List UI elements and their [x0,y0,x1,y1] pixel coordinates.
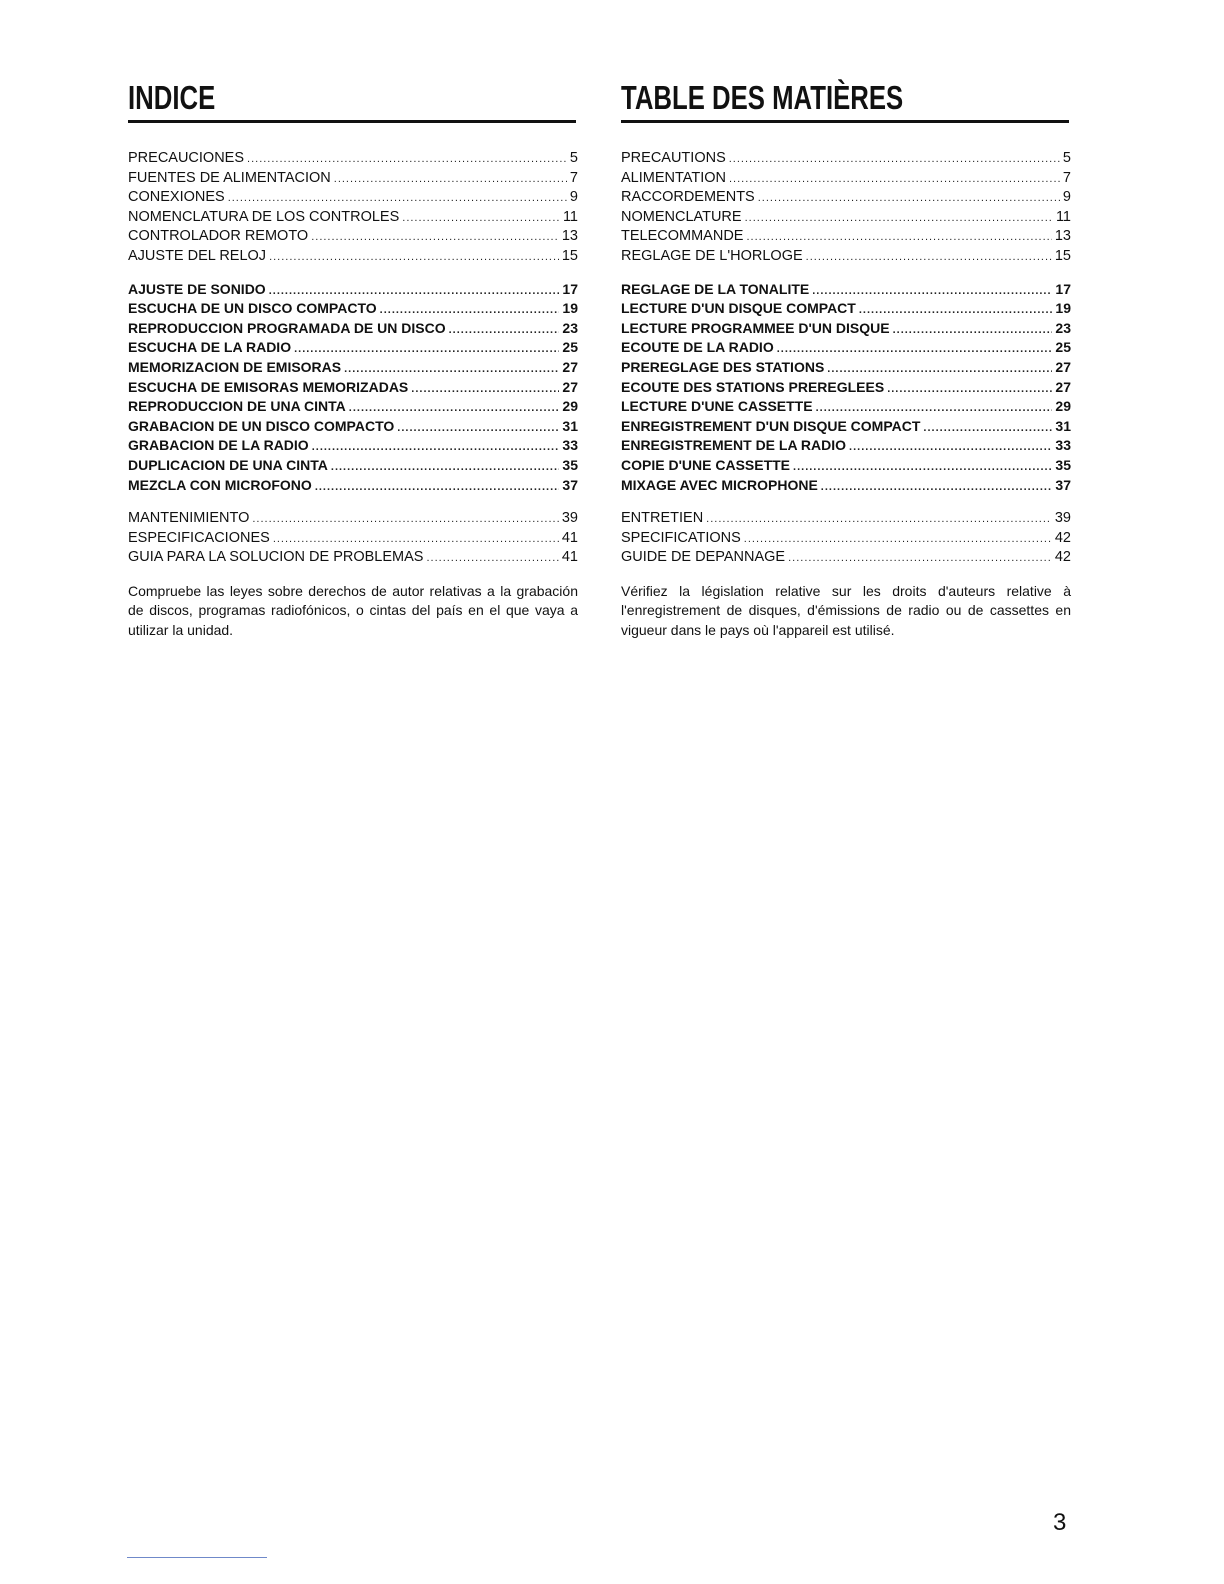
toc-entry-page: 9 [569,189,578,206]
toc-entry [621,280,1071,300]
toc-entry-label: DUPLICACION DE UNA CINTA [128,456,328,473]
toc-entry-page: 29 [1055,398,1071,415]
dot-leader [812,282,1052,300]
toc-entry-page: 25 [1055,339,1071,356]
dot-leader [344,360,559,378]
toc-entry-label: GUIDE DE DEPANNAGE [621,549,786,566]
toc-entry-label: ENTRETIEN [621,510,704,527]
dot-leader [758,189,1060,208]
dot-leader [706,510,1052,529]
toc-entry-page: 7 [569,169,578,186]
french-index-column [621,78,1071,640]
toc-entry [128,548,578,568]
toc-entry-label: ESCUCHA DE EMISORAS MEMORIZADAS [128,378,409,395]
toc-entry [128,378,578,398]
toc-entry-page: 9 [1062,189,1071,206]
toc-entry [128,456,578,476]
toc-entry-page: 35 [1055,456,1071,473]
toc-entry [621,417,1071,437]
toc-entry-page: 31 [562,417,578,434]
toc-entry-page: 17 [562,280,578,297]
toc-entry [621,247,1071,267]
toc-entry-page: 5 [569,150,578,166]
toc-entry-page: 39 [1054,510,1071,527]
toc-entry-label: ESCUCHA DE LA RADIO [128,339,292,356]
toc-entry-label: AJUSTE DEL RELOJ [128,247,267,264]
toc-entry-page: 7 [1062,169,1071,186]
dot-leader [859,301,1053,319]
dot-leader [311,228,559,247]
toc-entry-label: PRECAUCIONES [128,150,245,166]
dot-leader [402,209,560,228]
toc-entry-label: SPECIFICATIONS [621,529,741,546]
dot-leader [849,438,1052,456]
dot-leader [744,530,1052,549]
toc-entry-label: MIXAGE AVEC MICROPHONE [621,476,818,493]
toc-entry [128,169,578,189]
dot-leader [273,530,559,549]
toc-entry-label: ECOUTE DES STATIONS PREREGLEES [621,378,885,395]
toc-entry-label: REGLAGE DE LA TONALITE [621,280,810,297]
toc-entry-page: 19 [1055,300,1071,317]
dot-leader [788,549,1052,568]
toc-entry [128,188,578,208]
toc-entry-page: 23 [1055,319,1071,336]
toc-entry-page: 41 [561,549,578,566]
toc-entry [621,149,1071,169]
dot-leader [349,399,560,417]
toc-entry-label: REPRODUCCION DE UNA CINTA [128,398,346,415]
dot-leader [294,340,559,358]
toc-entry-label: ALIMENTATION [621,169,726,186]
toc-entry-label: GUIA PARA LA SOLUCION DE PROBLEMAS [128,549,424,566]
toc-entry-page: 42 [1054,549,1071,566]
toc-entry-page: 35 [562,456,578,473]
toc-entry [621,319,1071,339]
toc-entry-label: PRECAUTIONS [621,150,726,166]
toc-entry-page: 5 [1062,150,1071,166]
toc-entry [128,338,578,358]
dot-leader [887,380,1052,398]
toc-entry-page: 37 [562,476,578,493]
dot-leader [449,321,560,339]
toc-entry-page: 33 [562,437,578,454]
toc-entry [621,338,1071,358]
spanish-copyright-note: Compruebe las leyes sobre derechos de autor relativas a la grabación de discos, programas radiofónicos, o cintas del país en el que vaya a utilizar la unidad. [128,582,578,638]
toc-entry-label: LECTURE D'UN DISQUE COMPACT [621,300,856,317]
toc-entry-label: MEMORIZACION DE EMISORAS [128,358,342,375]
dot-leader [816,399,1053,417]
dot-leader [334,170,567,189]
toc-entry-label: REPRODUCCION PROGRAMADA DE UN DISCO [128,319,446,336]
toc-entry-label: GRABACION DE UN DISCO COMPACTO [128,417,395,434]
toc-entry-page: 27 [562,378,578,395]
toc-entry [621,509,1071,529]
dot-leader [729,170,1060,189]
dot-leader [312,438,560,456]
toc-entry-label: ENREGISTREMENT DE LA RADIO [621,437,847,454]
dot-leader [746,228,1051,247]
toc-entry-label: CONTROLADOR REMOTO [128,228,309,245]
toc-entry [128,227,578,247]
toc-entry-label: LECTURE D'UNE CASSETTE [621,398,813,415]
spanish-toc-group-operation [128,280,578,496]
french-toc-group-general [621,149,1071,267]
toc-entry-label: TELECOMMANDE [621,228,744,245]
toc-entry [621,208,1071,228]
spanish-toc-group-general [128,149,578,267]
toc-entry [621,548,1071,568]
spanish-index-heading: INDICE [128,79,216,116]
toc-entry [128,208,578,228]
toc-entry-label: MEZCLA CON MICROFONO [128,476,312,493]
toc-entry-label: ECOUTE DE LA RADIO [621,339,774,356]
french-copyright-note: Vérifiez la législation relative sur les droits d'auteurs relative à l'enregistrement de disques, d'émissions de radio ou de cassettes en vigueur dans le pays où l'appareil est utilisé. [621,582,1071,638]
toc-entry-label: LECTURE PROGRAMMEE D'UN DISQUE [621,319,890,336]
spanish-toc-group-reference [128,509,578,568]
toc-entry [621,169,1071,189]
dot-leader [228,189,567,208]
toc-entry-page: 33 [1055,437,1071,454]
dot-leader [269,248,559,267]
toc-entry-label: CONEXIONES [128,189,225,206]
toc-entry [128,247,578,267]
toc-entry-page: 41 [561,529,578,546]
toc-entry-label: NOMENCLATURE [621,208,742,225]
toc-entry [128,476,578,496]
toc-entry [621,227,1071,247]
dot-leader [777,340,1053,358]
heading-rule [128,120,576,123]
toc-entry-page: 23 [562,319,578,336]
toc-entry [128,299,578,319]
toc-entry [128,436,578,456]
toc-entry [621,188,1071,208]
toc-entry-page: 15 [561,247,578,264]
dot-leader [893,321,1053,339]
dot-leader [821,478,1053,496]
dot-leader [331,458,560,476]
toc-entry-page: 19 [562,300,578,317]
dot-leader [380,301,560,319]
toc-entry [621,529,1071,549]
dot-leader [315,478,560,496]
french-toc-group-operation [621,280,1071,496]
toc-entry-label: ENREGISTREMENT D'UN DISQUE COMPACT [621,417,921,434]
footer-rule [127,1557,267,1558]
dot-leader [793,458,1052,476]
toc-entry [128,529,578,549]
toc-entry [128,358,578,378]
toc-entry [621,456,1071,476]
page-number: 3 [1053,1509,1067,1536]
toc-entry [621,358,1071,378]
toc-entry-label: RACCORDEMENTS [621,189,755,206]
toc-entry [621,299,1071,319]
toc-entry-page: 11 [1055,208,1071,225]
dot-leader [426,549,558,568]
toc-entry [128,509,578,529]
dot-leader [247,150,567,169]
toc-entry-label: ESCUCHA DE UN DISCO COMPACTO [128,300,377,317]
toc-entry [621,436,1071,456]
toc-entry-page: 27 [1055,378,1071,395]
heading-rule [621,120,1069,123]
toc-entry-label: NOMENCLATURA DE LOS CONTROLES [128,208,400,225]
toc-entry-page: 42 [1054,529,1071,546]
french-toc-group-reference [621,509,1071,568]
dot-leader [411,380,559,398]
toc-entry-page: 27 [562,358,578,375]
toc-entry [621,397,1071,417]
dot-leader [252,510,558,529]
dot-leader [729,150,1060,169]
dot-leader [923,419,1052,437]
toc-entry-page: 31 [1055,417,1071,434]
toc-entry [128,417,578,437]
toc-entry-page: 39 [561,510,578,527]
toc-entry-page: 25 [562,339,578,356]
dot-leader [397,419,559,437]
toc-entry-page: 29 [562,398,578,415]
toc-entry-label: PREREGLAGE DES STATIONS [621,358,825,375]
toc-entry-page: 11 [562,208,578,225]
french-index-heading: TABLE DES MATIÈRES [621,79,904,116]
toc-entry-page: 13 [1054,228,1071,245]
toc-entry-label: AJUSTE DE SONIDO [128,280,266,297]
toc-entry [621,378,1071,398]
toc-entry-page: 27 [1055,358,1071,375]
toc-entry-label: COPIE D'UNE CASSETTE [621,456,791,473]
toc-entry [128,319,578,339]
toc-entry-page: 13 [561,228,578,245]
toc-entry-label: ESPECIFICACIONES [128,529,270,546]
dot-leader [827,360,1052,378]
toc-entry [128,397,578,417]
dot-leader [269,282,560,300]
toc-entry [128,280,578,300]
toc-entry-label: GRABACION DE LA RADIO [128,437,309,454]
toc-entry [128,149,578,169]
toc-entry-page: 37 [1055,476,1071,493]
toc-entry-page: 15 [1054,247,1071,264]
dot-leader [745,209,1053,228]
dot-leader [806,248,1052,267]
toc-entry-label: REGLAGE DE L'HORLOGE [621,247,803,264]
toc-entry-page: 17 [1055,280,1071,297]
toc-entry [621,476,1071,496]
toc-entry-label: FUENTES DE ALIMENTACION [128,169,331,186]
spanish-index-column [128,78,578,640]
toc-entry-label: MANTENIMIENTO [128,510,250,527]
